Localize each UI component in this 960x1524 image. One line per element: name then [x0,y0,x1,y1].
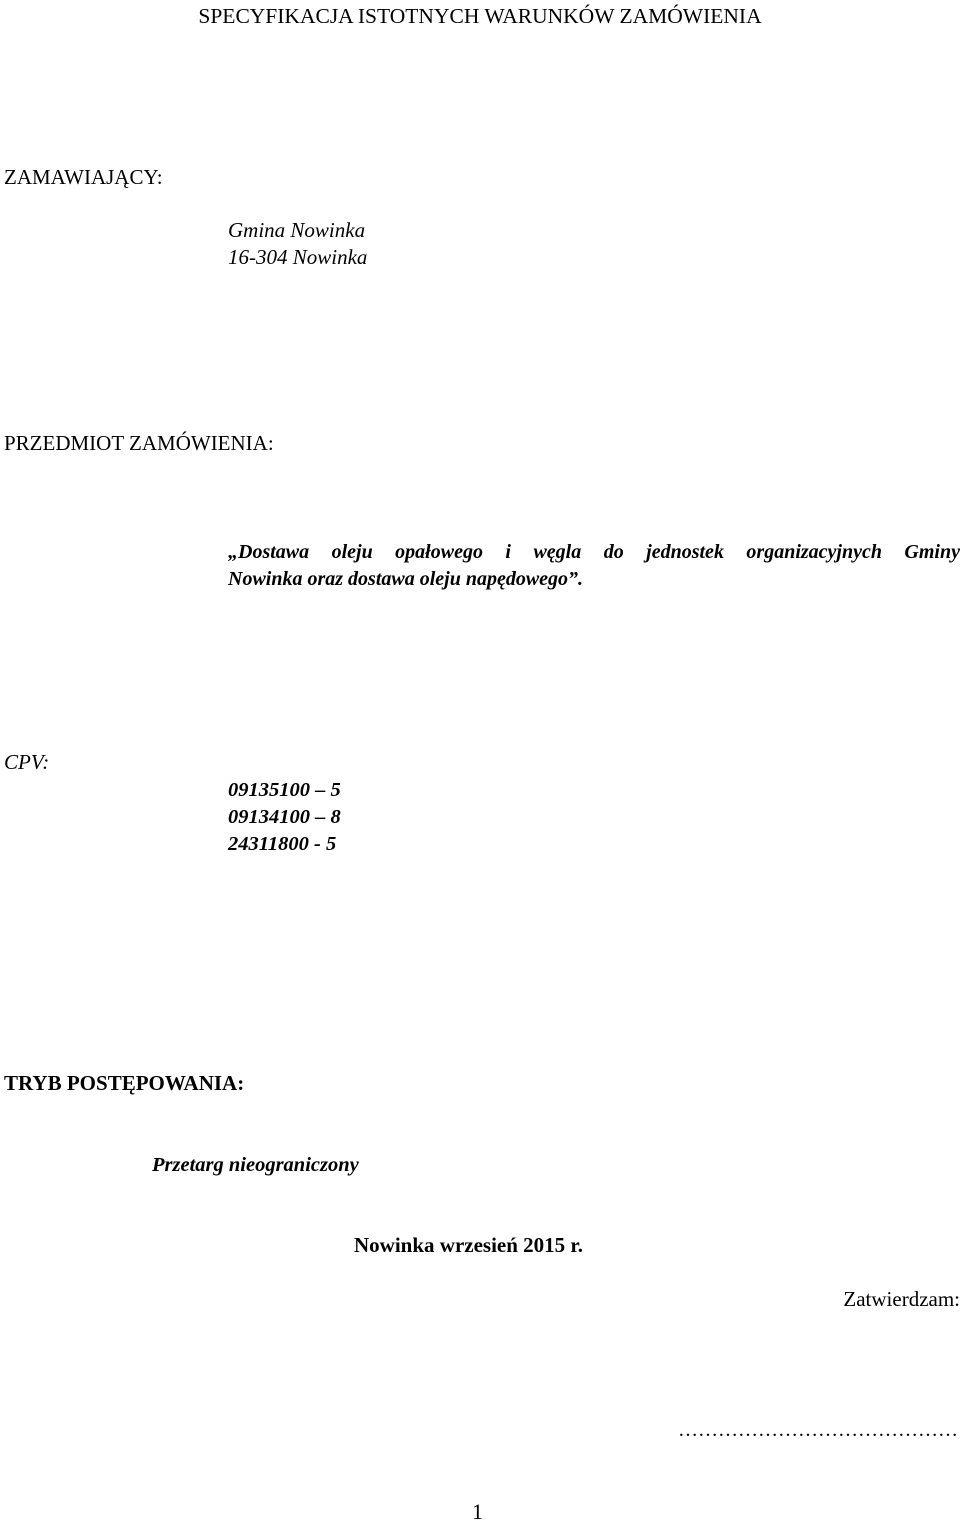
approval-label: Zatwierdzam: [843,1287,960,1311]
subject-line-2: Nowinka oraz dostawa oleju napędowego”. [228,568,584,590]
orderer-name: Gmina Nowinka [228,218,366,242]
document-title: SPECYFIKACJA ISTOTNYCH WARUNKÓW ZAMÓWIENIA [198,4,762,28]
cpv-code: 09134100 – 8 [228,806,341,828]
procedure-label: TRYB POSTĘPOWANIA: [4,1071,245,1095]
signature-line: …………………………………… [678,1419,958,1441]
cpv-code-list [228,777,341,858]
subject-line-1: „Dostawa oleju opałowego i węgla do jednostek organizacyjnych Gminy [228,541,960,563]
orderer-address: 16-304 Nowinka [228,245,368,269]
cpv-code: 24311800 - 5 [228,833,337,855]
place-date: Nowinka wrzesień 2015 r. [354,1233,584,1257]
cpv-code: 09135100 – 5 [228,779,341,801]
orderer-label: ZAMAWIAJĄCY: [4,165,163,189]
procedure-value: Przetarg nieograniczony [152,1154,359,1176]
subject-label: PRZEDMIOT ZAMÓWIENIA: [4,431,274,455]
subject-text [228,539,960,593]
page-number: 1 [472,1499,483,1524]
cpv-label: CPV: [4,750,50,774]
